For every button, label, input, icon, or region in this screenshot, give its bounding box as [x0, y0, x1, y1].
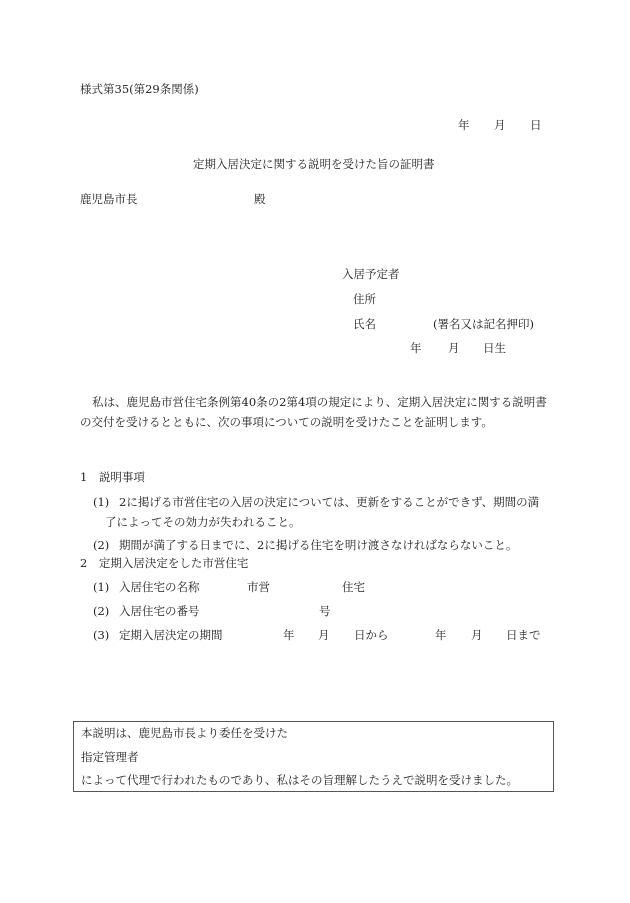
designated-manager-notice-box	[73, 721, 554, 792]
date-day: 日	[530, 118, 542, 132]
birth-year: 年	[410, 341, 422, 355]
period-end-year: 年	[435, 628, 447, 642]
date-month: 月	[494, 118, 506, 132]
applicant-heading: 入居予定者	[342, 267, 400, 281]
housing-name-label: 入居住宅の名称	[119, 580, 200, 594]
signature-note: (署名又は記名押印)	[433, 317, 534, 331]
addressee-honorific: 殿	[254, 192, 266, 206]
housing-number-label: 入居住宅の番号	[119, 604, 200, 618]
item-number: (2)	[93, 604, 110, 618]
period-start-month: 月	[318, 628, 330, 642]
birth-day: 日生	[483, 341, 506, 355]
addressee-name: 鹿児島市長	[80, 192, 138, 206]
period-label: 定期入居決定の期間	[119, 628, 223, 642]
item-number: (2)	[93, 538, 110, 552]
section2-heading: 2 定期入居決定をした市営住宅	[80, 556, 249, 570]
item-number: (1)	[93, 495, 110, 509]
date-year: 年	[458, 118, 470, 132]
notice-line-2: 指定管理者	[81, 750, 139, 764]
notice-line-1: 本説明は、鹿児島市長より委任を受けた	[81, 726, 288, 740]
section1-heading: 1 説明事項	[80, 470, 145, 484]
period-end-month: 月	[471, 628, 483, 642]
period-start-day: 日から	[354, 628, 389, 642]
document-title: 定期入居決定に関する説明を受けた旨の証明書	[193, 157, 435, 171]
birth-month: 月	[448, 341, 460, 355]
item-text: 期間が満了する日までに、2に掲げる住宅を明け渡さなければならないこと。	[119, 538, 518, 552]
housing-name-prefix: 市営	[247, 580, 270, 594]
item-text-continued: 了によってその効力が失われること。	[105, 515, 301, 529]
period-end-day: 日まで	[506, 628, 541, 642]
notice-line-3: によって代理で行われたものであり、私はその旨理解したうえで説明を受けました。	[81, 773, 518, 787]
period-start-year: 年	[283, 628, 295, 642]
name-label: 氏名	[353, 317, 376, 331]
item-number: (3)	[93, 628, 110, 642]
housing-number-suffix: 号	[319, 604, 331, 618]
certification-paragraph: 私は、鹿児島市営住宅条例第40条の2第4項の規定により、定期入居決定に関する説明書の交付を受けるとともに、次の事項についての説明を受けたことを証明します。	[80, 395, 547, 429]
item-text: 2に掲げる市営住宅の入居の決定については、更新をすることができず、期間の満	[119, 495, 540, 509]
form-number: 様式第35(第29条関係)	[80, 82, 199, 96]
item-number: (1)	[93, 580, 110, 594]
address-label: 住所	[353, 292, 376, 306]
housing-name-suffix: 住宅	[342, 580, 365, 594]
